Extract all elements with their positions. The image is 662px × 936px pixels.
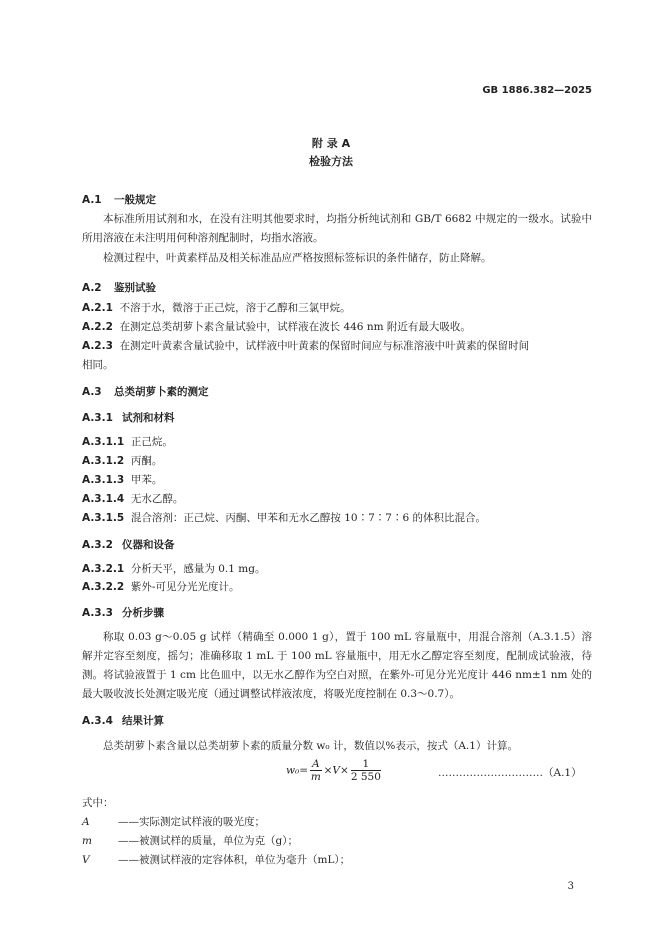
where-row-m	[82, 834, 298, 849]
appendix-label: 附 录 A	[311, 137, 351, 150]
section-title: 分析步骤	[122, 607, 164, 619]
fraction-denominator: m	[310, 771, 321, 783]
list-item-a315	[82, 511, 486, 526]
formula-lhs: w₀	[286, 764, 300, 777]
section-number: A.3.3	[82, 607, 113, 619]
item-number: A.2.1	[82, 302, 113, 314]
item-text: 相同。	[82, 359, 114, 371]
where-row-v	[82, 853, 350, 868]
item-number: A.3.2.2	[82, 581, 125, 593]
section-number: A.2	[82, 282, 102, 294]
item-text: 在测定总类胡萝卜素含量试验中，试样液在波长 446 nm 附近有最大吸收。	[119, 321, 471, 333]
item-number: A.3.1.4	[82, 493, 125, 505]
section-number: A.3.2	[82, 539, 113, 551]
formula-a1	[286, 758, 383, 783]
list-item-a23	[82, 339, 529, 354]
item-number: A.3.1.2	[82, 455, 125, 467]
section-number: A.3	[82, 386, 102, 398]
appendix-title: 检验方法	[309, 155, 353, 168]
section-number: A.1	[82, 194, 102, 206]
fraction-numerator: 1	[351, 758, 381, 771]
formula-equals: =	[299, 764, 309, 777]
section-title: 鉴别试验	[114, 282, 156, 294]
formula-fraction-constant	[351, 758, 381, 783]
item-number: A.2.3	[82, 340, 113, 352]
item-text: 在测定叶黄素含量试验中，试样液中叶黄素的保留时间应与标准溶液中叶黄素的保留时间	[119, 340, 530, 352]
paragraph-a34-intro: 总类胡萝卜素含量以总类胡萝卜素的质量分数 w₀ 计，数值以%表示，按式（A.1）计算。	[103, 740, 518, 752]
section-number: A.3.4	[82, 715, 113, 727]
list-item-a313	[82, 473, 162, 488]
list-item-a311	[82, 435, 173, 450]
paragraph-a1-reagents: 本标准所用试剂和水，在没有注明其他要求时，均指分析纯试剂和 GB/T 6682 中规定的一级水。试验中所用溶液在未注明用何种溶剂配制时，均指水溶液。	[82, 213, 592, 244]
where-description: ——被测试样液的定容体积，单位为毫升（mL）；	[118, 854, 351, 866]
section-heading-a1	[82, 193, 156, 208]
section-heading-a33	[82, 606, 164, 621]
where-symbol: m	[82, 835, 92, 847]
list-item-a22	[82, 320, 471, 335]
equation-number: …………………………（A.1）	[438, 767, 582, 779]
item-number: A.2.2	[82, 321, 113, 333]
section-heading-a32	[82, 538, 175, 553]
list-item-a21	[82, 301, 351, 316]
item-text: 分析天平，感量为 0.1 mg。	[130, 563, 266, 575]
fraction-numerator: A	[312, 758, 320, 770]
section-title: 一般规定	[114, 194, 156, 206]
paragraph-a1-storage: 检测过程中，叶黄素样品及相关标准品应严格按照标签标识的条件储存，防止降解。	[103, 252, 492, 264]
list-item-a321	[82, 562, 265, 577]
standard-number: GB 1886.382—2025	[482, 85, 592, 96]
where-description: ——被测试样的质量，单位为克（g）；	[118, 835, 298, 847]
list-item-a312	[82, 454, 162, 469]
where-row-a	[82, 815, 265, 830]
where-intro: 式中：	[82, 797, 114, 809]
item-text: 无水乙醇。	[130, 493, 184, 505]
item-text: 紫外-可见分光光度计。	[130, 581, 240, 593]
section-title: 试剂和材料	[122, 412, 175, 424]
section-heading-a34	[82, 714, 164, 729]
item-text: 混合溶剂：正己烷、丙酮、甲苯和无水乙醇按 10∶7∶7∶6 的体积比混合。	[130, 512, 486, 524]
item-number: A.3.1.5	[82, 512, 125, 524]
section-heading-a3	[82, 385, 209, 400]
formula-volume: V	[332, 764, 341, 777]
formula-fraction-a-m	[310, 758, 322, 783]
list-item-a314	[82, 492, 183, 507]
list-item-a23-continued	[82, 358, 114, 373]
section-heading-a31	[82, 411, 175, 426]
section-title: 仪器和设备	[122, 539, 175, 551]
section-title: 结果计算	[122, 715, 164, 727]
item-text: 甲苯。	[130, 474, 163, 486]
section-title: 总类胡萝卜素的测定	[114, 386, 209, 398]
paragraph-a33-procedure: 称取 0.03 g～0.05 g 试样（精确至 0.000 1 g），置于 100 mL 容量瓶中，用混合溶剂（A.3.1.5）溶解并定容至刻度，摇匀；准确移取 1 mL 于 100 mL 容量瓶中，用无水乙醇定容至刻度，配制成试验液，待测。将试验液置于 1 cm 比色皿中，以无水乙醇作为空白对照，在紫外-可见分光光度计 446 nm±1 nm 处的最大吸收波长处测定吸光度（通过调整试样液浓度，将吸光度控制在 0.3～0.7）。	[82, 631, 592, 700]
fraction-denominator: 2 550	[350, 771, 381, 783]
formula-times: ×	[323, 764, 333, 777]
item-number: A.3.2.1	[82, 563, 125, 575]
item-text: 正己烷。	[130, 436, 173, 448]
item-number: A.3.1.3	[82, 474, 125, 486]
where-symbol: V	[82, 854, 90, 866]
item-text: 不溶于水，微溶于正己烷，溶于乙醇和三氯甲烷。	[119, 302, 351, 314]
list-item-a322	[82, 580, 239, 595]
formula-times: ×	[340, 764, 349, 777]
page-number: 3	[567, 881, 574, 892]
section-number: A.3.1	[82, 412, 113, 424]
where-description: ——实际测定试样液的吸光度；	[118, 816, 265, 828]
item-number: A.3.1.1	[82, 436, 125, 448]
item-text: 丙酮。	[130, 455, 163, 467]
where-symbol: A	[82, 816, 90, 828]
section-heading-a2	[82, 281, 156, 296]
